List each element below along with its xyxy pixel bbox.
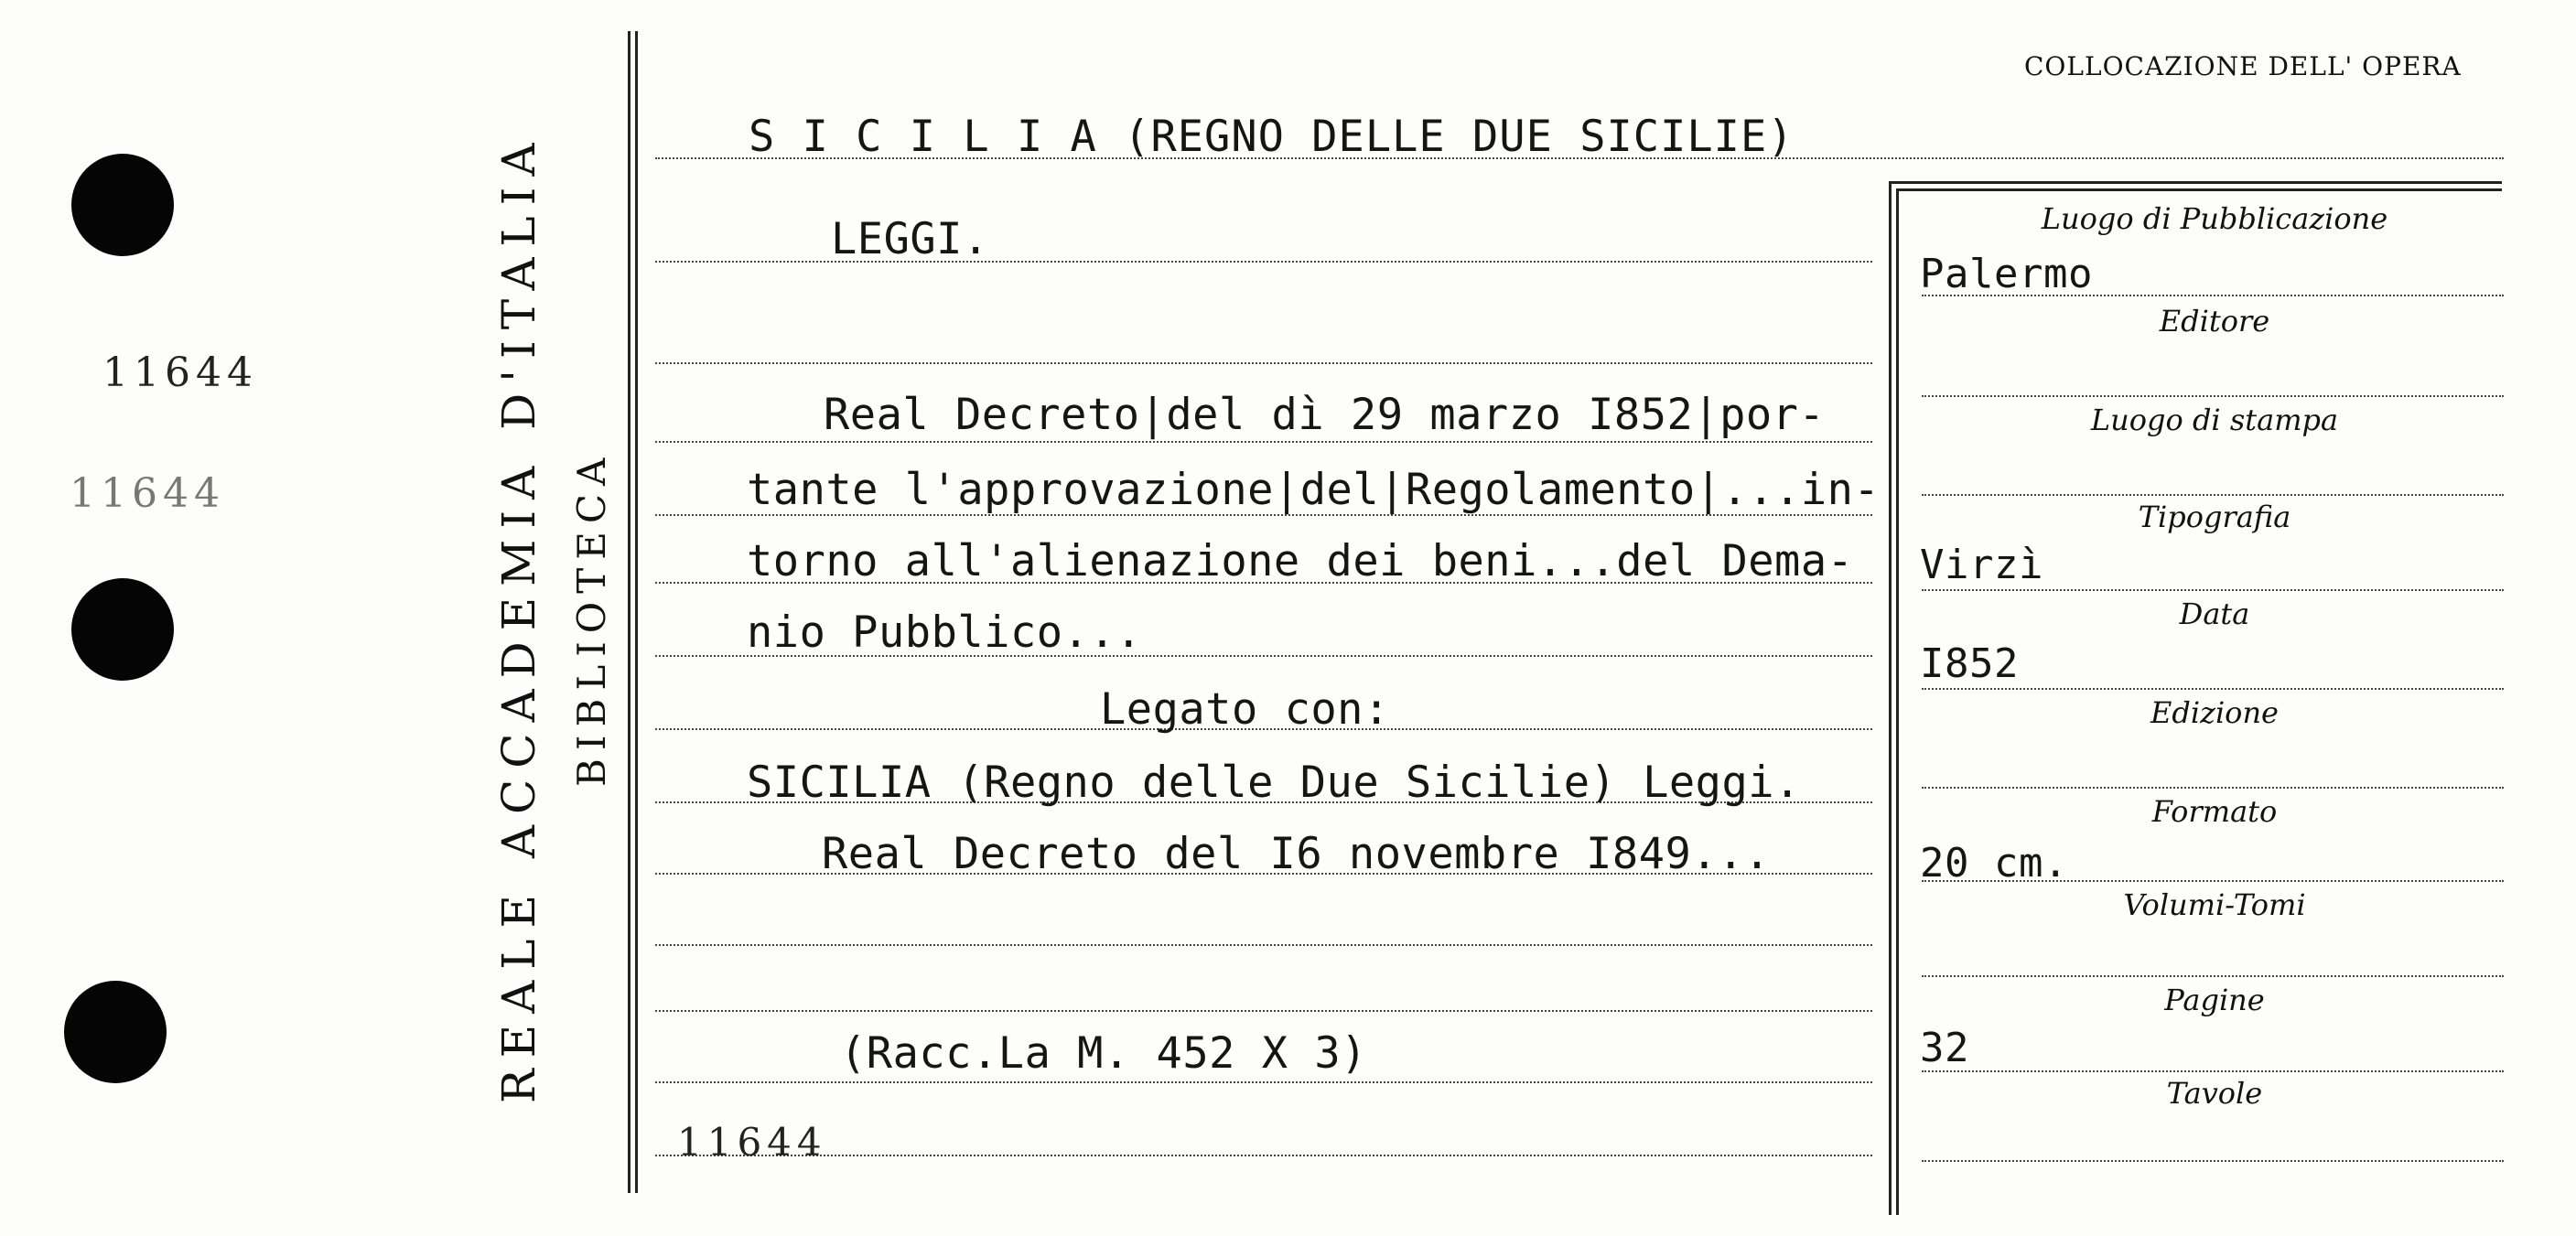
luogo-stampa-label: Luogo di stampa [2090,403,2339,437]
field-rule [1922,589,2504,591]
edizione-label: Edizione [2150,695,2279,730]
entry-body-line: nio Pubblico... [747,607,1142,658]
left-double-rule-2 [635,31,638,1193]
punch-hole-middle [71,578,174,681]
tipografia-label: Tipografia [2138,500,2291,534]
rule-line [655,1155,1872,1156]
bottom-accession-number: 11644 [677,1120,827,1165]
rule-line [655,1081,1872,1083]
formato-value: 20 cm. [1920,840,2068,887]
bound-with-line: SICILIA (Regno delle Due Sicilie) Leggi. [747,758,1801,808]
institution-name: REALE ACCADEMIA D'ITALIA [492,132,545,1103]
editore-label: Editore [2159,304,2270,339]
punch-hole-top [71,154,174,256]
field-box-top-rule-1 [1889,181,2502,184]
field-box-rule-2 [1896,188,1899,1215]
collocazione-label: COLLOCAZIONE DELL' OPERA [2024,51,2462,81]
tavole-label: Tavole [2166,1076,2263,1111]
left-double-rule-1 [628,31,631,1193]
field-rule [1922,395,2504,397]
entry-heading: S I C I L I A (REGNO DELLE DUE SICILIE) [749,112,1795,162]
luogo-pubblicazione-label: Luogo di Pubblicazione [2041,201,2388,236]
rule-line [655,441,1872,443]
shelfmark: (Racc.La M. 452 X 3) [840,1028,1367,1079]
pagine-value: 32 [1920,1025,1969,1071]
data-label: Data [2179,597,2250,631]
rule-line [655,944,1872,946]
punch-hole-bottom [64,981,167,1083]
bound-with-label: Legato con: [1100,684,1390,735]
entry-subheading: LEGGI. [831,214,989,264]
field-box-rule-1 [1889,181,1892,1215]
accession-number: 11644 [102,349,258,396]
rule-line [655,1010,1872,1012]
field-rule [1922,1070,2504,1072]
pagine-label: Pagine [2164,983,2265,1017]
field-rule [1922,494,2504,496]
field-rule [1922,1160,2504,1162]
library-name: BIBLIOTECA [569,449,614,787]
entry-body-line: torno all'alienazione dei beni...del Dema- [747,536,1854,586]
volumi-tomi-label: Volumi-Tomi [2123,887,2306,922]
field-rule [1922,688,2504,690]
entry-body-line: Real Decreto|del dì 29 marzo I852|por- [824,390,1826,440]
bound-with-line: Real Decreto del I6 novembre I849... [822,829,1771,879]
field-rule [1922,975,2504,977]
accession-number-smudged: 11644 [70,470,225,517]
entry-body-line: tante l'approvazione|del|Regolamento|...in- [747,465,1881,515]
rule-line [655,362,1872,364]
formato-label: Formato [2151,794,2278,829]
tipografia-value: Virzì [1920,542,2043,588]
field-box-top-rule-2 [1896,188,2502,191]
luogo-pubblicazione-value: Palermo [1920,251,2093,297]
field-rule [1922,787,2504,789]
data-value: I852 [1920,640,2019,687]
